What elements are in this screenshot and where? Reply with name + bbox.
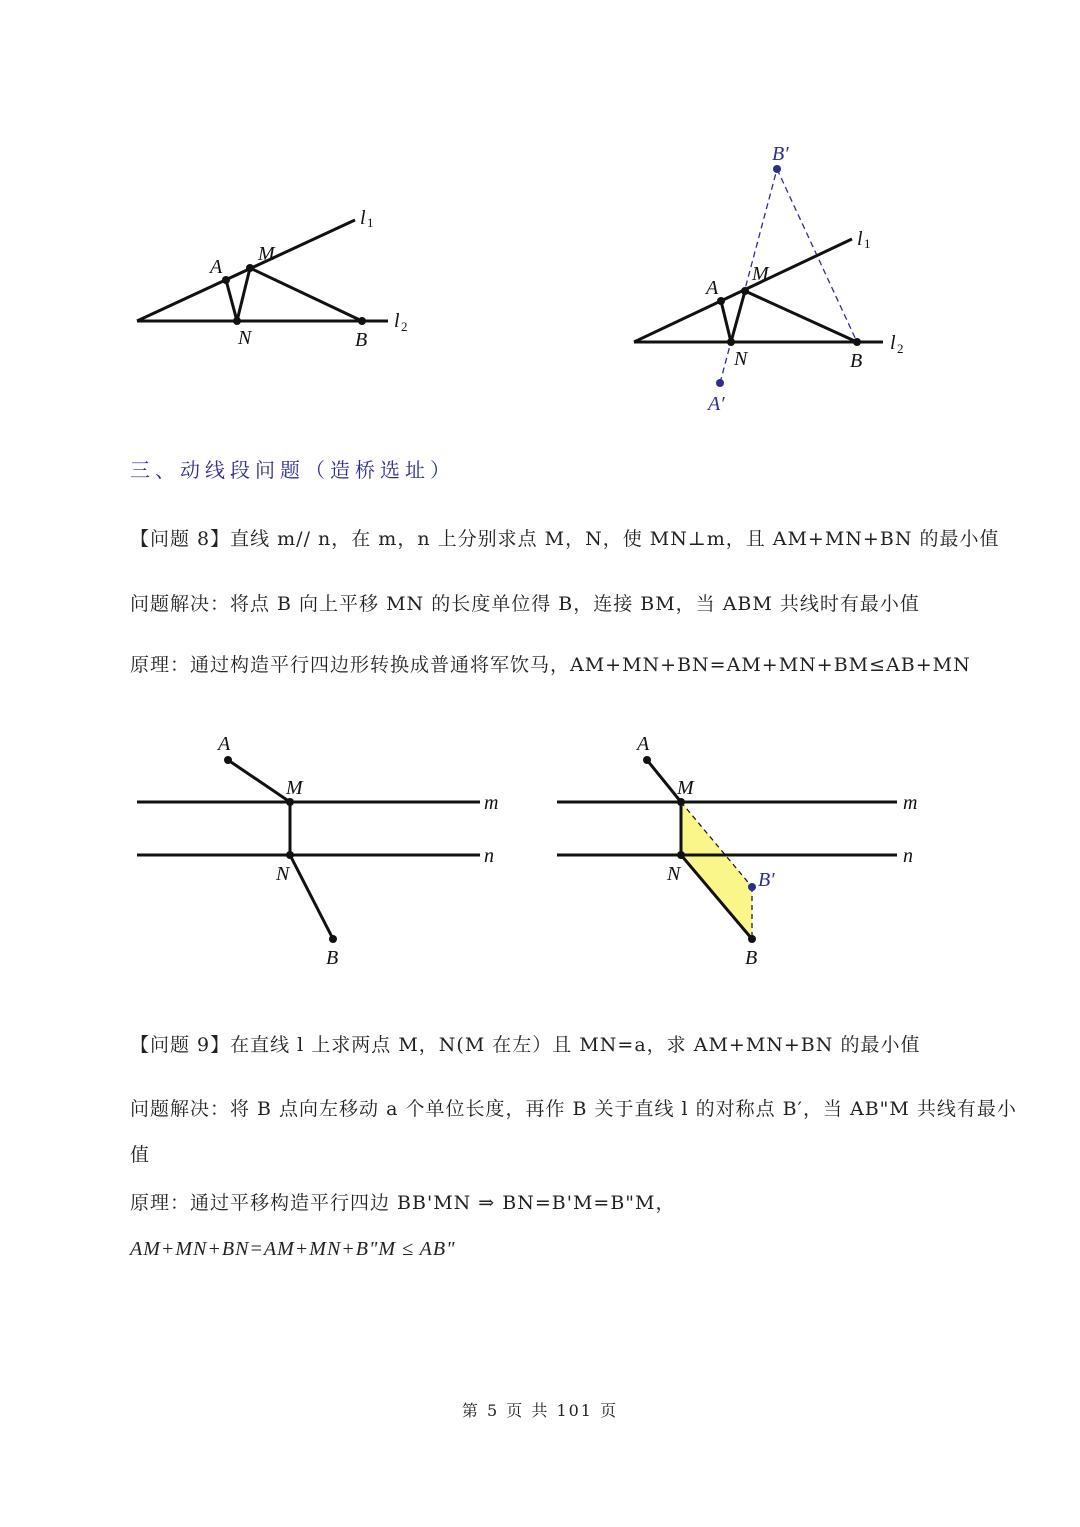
label-B: B: [745, 947, 758, 969]
label-B-prime: B′: [772, 143, 789, 165]
problem-9-principle-line-2: AM+MN+BN=AM+MN+B"M ≤ AB": [130, 1238, 456, 1260]
point-M: [741, 287, 749, 295]
problem-8-principle: 原理：通过构造平行四边形转换成普通将军饮马，AM+MN+BN=AM+MN+BM≤AB+MN: [130, 654, 971, 676]
figure-1-diagram: [120, 200, 420, 360]
label-N: N: [734, 348, 748, 370]
segment-MB: [250, 268, 362, 321]
segment-AM: [228, 760, 290, 802]
label-N: N: [276, 863, 290, 885]
figure-3-diagram: [130, 725, 520, 975]
label-A-prime: A′: [708, 393, 725, 415]
label-l2: l: [394, 310, 400, 332]
label-M: M: [752, 263, 769, 285]
problem-9-solution-line-1: 问题解决：将 B 点向左移动 a 个单位长度，再作 B 关于直线 l 的对称点 B′，当 AB"M 共线有最小: [130, 1098, 1017, 1120]
problem-8-solution: 问题解决：将点 B 向上平移 MN 的长度单位得 B，连接 BM，当 ABM 共线时有最小值: [130, 593, 920, 615]
section-heading: 三、动线段问题（造桥选址）: [130, 458, 455, 482]
line-l1: [137, 220, 355, 321]
segment-AM: [647, 760, 681, 802]
label-l1-subscript: 1: [864, 236, 871, 251]
label-B: B: [355, 329, 368, 351]
point-N: [286, 851, 294, 859]
figure-4-diagram: [550, 725, 940, 975]
point-B: [329, 935, 337, 943]
page-number-footer: 第 5 页 共 101 页: [461, 1401, 619, 1420]
label-n: n: [903, 845, 913, 867]
label-A: A: [637, 733, 650, 755]
figure-2-diagram: [620, 140, 920, 420]
point-M: [286, 798, 294, 806]
label-N: N: [238, 327, 252, 349]
parallelogram-fill: [681, 802, 752, 939]
segment-NB: [290, 855, 333, 939]
label-m: m: [484, 792, 499, 814]
label-B: B: [850, 350, 863, 372]
point-M: [246, 264, 254, 272]
point-M: [677, 798, 685, 806]
segment-AN: [721, 301, 731, 342]
point-B-prime: [748, 883, 756, 891]
label-l1: l: [857, 228, 863, 250]
point-N: [233, 317, 241, 325]
point-A: [222, 276, 230, 284]
point-B-prime: [773, 165, 781, 173]
problem-8-title: 【问题 8】直线 m// n，在 m，n 上分别求点 M，N，使 MN⊥m，且 AM+MN+BN 的最小值: [130, 528, 1000, 550]
label-A: A: [706, 277, 719, 299]
label-l2-subscript: 2: [401, 319, 408, 334]
label-M: M: [677, 777, 694, 799]
point-B: [358, 317, 366, 325]
segment-AN: [226, 280, 237, 321]
segment-MN: [731, 291, 745, 342]
label-A: A: [210, 256, 223, 278]
point-A-prime: [716, 379, 724, 387]
label-l2-subscript: 2: [897, 341, 904, 356]
point-B: [853, 338, 861, 346]
problem-9-title: 【问题 9】在直线 l 上求两点 M，N(M 在左）且 MN=a，求 AM+MN+BN 的最小值: [130, 1034, 921, 1056]
point-N: [727, 338, 735, 346]
segment-MB: [745, 291, 857, 342]
label-A: A: [218, 733, 231, 755]
label-B: B: [326, 947, 339, 969]
point-B: [748, 935, 756, 943]
label-B-prime: B′: [758, 869, 775, 891]
point-N: [677, 851, 685, 859]
label-m: m: [903, 792, 918, 814]
problem-9-solution-line-2: 值: [130, 1144, 151, 1166]
problem-9-principle-line-1: 原理：通过平移构造平行四边 BB'MN ⇒ BN=B'M=B"M，: [130, 1192, 676, 1214]
label-l1-subscript: 1: [367, 215, 374, 230]
label-l2: l: [890, 332, 896, 354]
label-n: n: [484, 845, 494, 867]
segment-MN: [237, 268, 250, 321]
point-A: [643, 756, 651, 764]
label-M: M: [286, 777, 303, 799]
point-A: [224, 756, 232, 764]
label-N: N: [667, 863, 681, 885]
label-l1: l: [360, 207, 366, 229]
label-M: M: [258, 243, 275, 265]
